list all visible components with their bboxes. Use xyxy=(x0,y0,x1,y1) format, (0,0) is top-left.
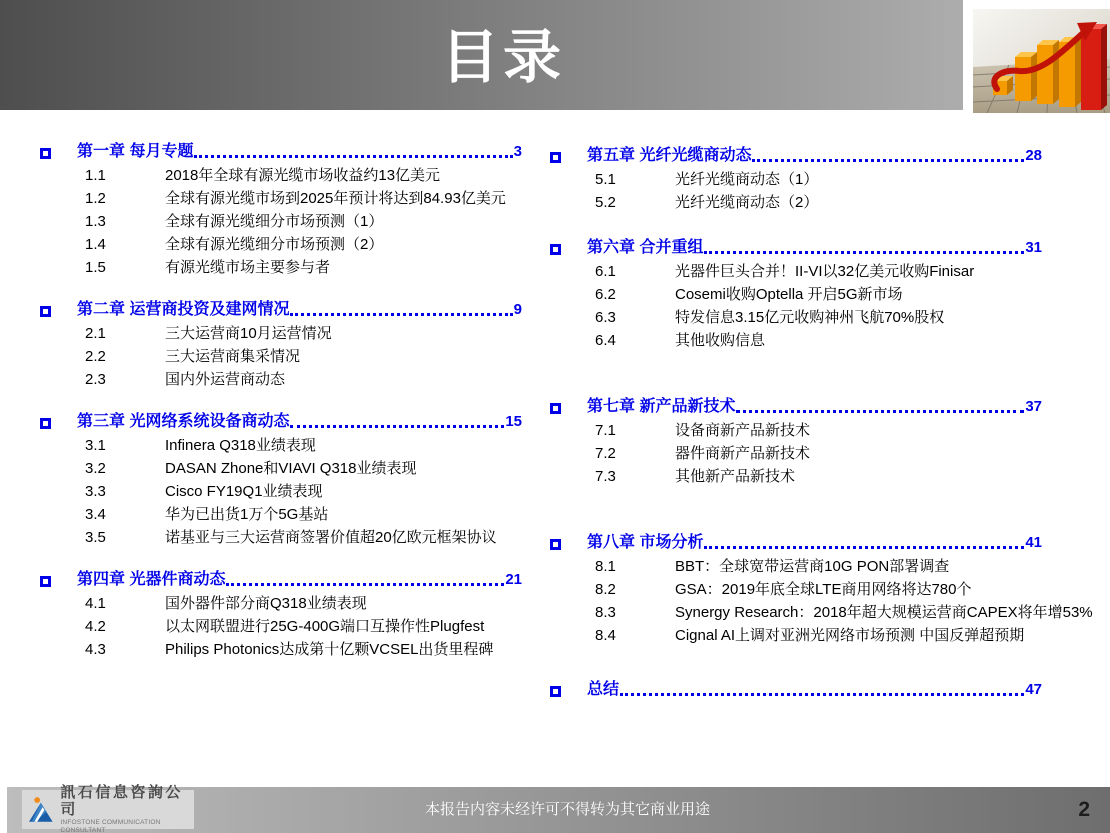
toc-item[interactable] xyxy=(595,329,1042,352)
toc-item[interactable] xyxy=(85,256,522,279)
dotted-leader xyxy=(226,583,504,586)
toc-item-text: Infinera Q318业绩表现 xyxy=(165,437,316,454)
chapter-title: 第八章 市场分析 xyxy=(587,534,704,551)
chapter-heading[interactable] xyxy=(550,531,1042,553)
chapter-heading[interactable] xyxy=(40,140,522,162)
toc-item[interactable] xyxy=(85,615,522,638)
chapter-items xyxy=(40,590,522,661)
toc-item-number: 7.1 xyxy=(595,422,616,439)
toc-item[interactable] xyxy=(85,526,522,549)
toc-item[interactable] xyxy=(595,465,1042,488)
chapter-bullet-icon xyxy=(40,306,51,317)
logo-text xyxy=(60,785,194,833)
toc-item-text: Cisco FY19Q1业绩表现 xyxy=(165,483,323,500)
toc-item-number: 4.1 xyxy=(85,595,106,612)
chapter-heading[interactable] xyxy=(40,568,522,590)
chapter-bullet-icon xyxy=(550,403,561,414)
toc-item-text: 有源光缆市场主要参与者 xyxy=(165,259,331,276)
chapter-items xyxy=(40,162,522,279)
chapter-heading[interactable] xyxy=(550,678,1042,700)
toc-item-number: 1.3 xyxy=(85,213,106,230)
toc-item-text: 全球有源光缆市场到2025年预计将达到84.93亿美元 xyxy=(165,190,506,207)
toc-item-number: 5.1 xyxy=(595,171,616,188)
toc-item-number: 6.2 xyxy=(595,286,616,303)
chapter-title: 总结 xyxy=(587,681,620,698)
toc-item[interactable] xyxy=(595,283,1042,306)
toc-item-number: 3.2 xyxy=(85,460,106,477)
chapter-title: 第一章 每月专题 xyxy=(77,143,194,160)
toc-item-text: 国外器件部分商Q318业绩表现 xyxy=(165,595,367,612)
chapter-block xyxy=(550,531,1093,647)
disclaimer-text: 本报告内容未经许可不得转为其它商业用途 xyxy=(425,801,711,818)
toc-item[interactable] xyxy=(85,434,522,457)
dotted-leader xyxy=(290,313,512,316)
toc-item[interactable] xyxy=(595,624,1042,647)
toc-item-text: 2018年全球有源光缆市场收益约13亿美元 xyxy=(165,167,441,184)
toc-item-number: 1.1 xyxy=(85,167,106,184)
toc-item-number: 4.3 xyxy=(85,641,106,658)
toc-item-text: 三大运营商集采情况 xyxy=(165,348,301,365)
toc-item-number: 5.2 xyxy=(595,194,616,211)
chapter-items xyxy=(550,553,1093,647)
toc-column-right xyxy=(550,144,1093,719)
chapter-heading[interactable] xyxy=(550,144,1042,166)
toc-item-text: DASAN Zhone和VIAVI Q318业绩表现 xyxy=(165,460,417,477)
chapter-bullet-icon xyxy=(40,418,51,429)
chapter-heading[interactable] xyxy=(40,410,522,432)
toc-item-number: 8.3 xyxy=(595,604,616,621)
chapter-page-number: 9 xyxy=(513,301,522,318)
toc-item-number: 6.1 xyxy=(595,263,616,280)
toc-item[interactable] xyxy=(595,419,1042,442)
toc-item[interactable] xyxy=(595,601,1093,624)
chapter-items xyxy=(550,258,1042,352)
toc-item-text: 其他新产品新技术 xyxy=(675,468,796,485)
toc-item-text: 全球有源光缆细分市场预测（1） xyxy=(165,213,384,230)
toc-item-text: Cosemi收购Optella 开启5G新市场 xyxy=(675,286,903,303)
chapter-page-number: 15 xyxy=(505,413,522,430)
toc-item[interactable] xyxy=(595,442,1042,465)
toc-item-number: 8.2 xyxy=(595,581,616,598)
chapter-title: 第二章 运营商投资及建网情况 xyxy=(77,301,290,318)
chapter-title: 第七章 新产品新技术 xyxy=(587,398,736,415)
toc-item[interactable] xyxy=(85,233,522,256)
toc-item-number: 2.2 xyxy=(85,348,106,365)
chapter-items xyxy=(40,320,522,391)
toc-item[interactable] xyxy=(85,480,522,503)
chapter-block xyxy=(40,568,522,661)
toc-item[interactable] xyxy=(595,260,1042,283)
dotted-leader xyxy=(194,155,512,158)
toc-item[interactable] xyxy=(85,164,522,187)
dotted-leader xyxy=(620,693,1024,696)
toc-item-text: 光纤光缆商动态（1） xyxy=(675,171,819,188)
toc-item[interactable] xyxy=(595,191,1042,214)
toc-item-number: 3.4 xyxy=(85,506,106,523)
toc-item[interactable] xyxy=(85,368,522,391)
bar-chart-growth-icon xyxy=(973,9,1110,113)
page-title: 目录 xyxy=(441,25,566,90)
chapter-heading[interactable] xyxy=(550,395,1042,417)
toc-item-number: 8.4 xyxy=(595,627,616,644)
toc-item-number: 1.4 xyxy=(85,236,106,253)
chapter-block xyxy=(550,678,1042,700)
toc-item[interactable] xyxy=(85,592,522,615)
toc-item-number: 7.2 xyxy=(595,445,616,462)
chapter-page-number: 28 xyxy=(1025,147,1042,164)
toc-item-number: 8.1 xyxy=(595,558,616,575)
chapter-title: 第五章 光纤光缆商动态 xyxy=(587,147,752,164)
toc-item[interactable] xyxy=(85,345,522,368)
toc-item[interactable] xyxy=(85,187,522,210)
toc-item[interactable] xyxy=(85,638,522,661)
chapter-page-number: 41 xyxy=(1025,534,1042,551)
chapter-block xyxy=(40,410,522,549)
toc-item-text: 特发信息3.15亿元收购神州飞航70%股权 xyxy=(675,309,945,326)
chapter-bullet-icon xyxy=(550,539,561,550)
toc-item[interactable] xyxy=(85,210,522,233)
logo-name-cn: 訊石信息咨詢公司 xyxy=(60,784,183,818)
toc-item-number: 3.3 xyxy=(85,483,106,500)
toc-item-text: Synergy Research：2018年超大规模运营商CAPEX将年增53% xyxy=(675,604,1093,621)
toc-item[interactable] xyxy=(85,322,522,345)
toc-item[interactable] xyxy=(595,555,1042,578)
toc-item-text: Cignal AI上调对亚洲光网络市场预测 中国反弹超预期 xyxy=(675,627,1025,644)
page-number: 2 xyxy=(1078,798,1090,821)
toc-item-number: 1.2 xyxy=(85,190,106,207)
toc-item-text: 其他收购信息 xyxy=(675,332,766,349)
chapter-bullet-icon xyxy=(550,244,561,255)
chapter-title: 第三章 光网络系统设备商动态 xyxy=(77,413,290,430)
toc-item-number: 2.3 xyxy=(85,371,106,388)
logo-name-en: INFOSTONE COMMUNICATION CONSULTANT xyxy=(60,818,161,833)
chapter-heading[interactable] xyxy=(550,236,1042,258)
dotted-leader xyxy=(704,546,1024,549)
header-banner xyxy=(0,0,1110,110)
chapter-page-number: 21 xyxy=(505,571,522,588)
toc-item-text: 三大运营商10月运营情况 xyxy=(165,325,332,342)
toc-item-text: 器件商新产品新技术 xyxy=(675,445,811,462)
toc-item-text: 光器件巨头合并！II-VI以32亿美元收购Finisar xyxy=(675,263,975,280)
toc-item-number: 7.3 xyxy=(595,468,616,485)
toc-item-text: Philips Photonics达成第十亿颗VCSEL出货里程碑 xyxy=(165,641,494,658)
toc-item-number: 2.1 xyxy=(85,325,106,342)
chapter-block xyxy=(40,298,522,391)
toc-item[interactable] xyxy=(595,578,1042,601)
chapter-page-number: 31 xyxy=(1025,239,1042,256)
toc-item-number: 3.5 xyxy=(85,529,106,546)
toc-item-number: 4.2 xyxy=(85,618,106,635)
chapter-bullet-icon xyxy=(550,152,561,163)
chapter-title: 第六章 合并重组 xyxy=(587,239,704,256)
chapter-block xyxy=(550,144,1042,214)
toc-item[interactable] xyxy=(85,457,522,480)
toc-item[interactable] xyxy=(85,503,522,526)
toc-item-text: 以太网联盟进行25G-400G端口互操作性Plugfest xyxy=(165,618,485,635)
dotted-leader xyxy=(290,425,504,428)
infostone-logo-icon xyxy=(29,795,54,825)
toc-item-number: 1.5 xyxy=(85,259,106,276)
toc-item-number: 3.1 xyxy=(85,437,106,454)
chapter-heading[interactable] xyxy=(40,298,522,320)
chapter-bullet-icon xyxy=(40,576,51,587)
chapter-block xyxy=(40,140,522,279)
toc-item-text: BBT：全球宽带运营商10G PON部署调查 xyxy=(675,558,950,575)
chapter-items xyxy=(40,432,522,549)
chapter-block xyxy=(550,236,1042,352)
chapter-block xyxy=(550,395,1042,488)
chapter-items xyxy=(550,417,1042,488)
toc-item-text: 诺基亚与三大运营商签署价值超20亿欧元框架协议 xyxy=(165,529,497,546)
toc-item-text: 华为已出货1万个5G基站 xyxy=(165,506,329,523)
toc-item-number: 6.4 xyxy=(595,332,616,349)
dotted-leader xyxy=(752,159,1024,162)
toc-item[interactable] xyxy=(595,306,1042,329)
chapter-bullet-icon xyxy=(550,686,561,697)
toc-item-text: 光纤光缆商动态（2） xyxy=(675,194,819,211)
chapter-title: 第四章 光器件商动态 xyxy=(77,571,226,588)
footer-bar xyxy=(7,784,1110,833)
toc-column-left xyxy=(40,140,522,680)
dotted-leader xyxy=(704,251,1024,254)
header-chart-image xyxy=(963,0,1110,116)
toc-item-text: 设备商新产品新技术 xyxy=(675,422,811,439)
chapter-page-number: 3 xyxy=(513,143,522,160)
toc-item-text: 国内外运营商动态 xyxy=(165,371,286,388)
toc-item-text: GSA：2019年底全球LTE商用网络将达780个 xyxy=(675,581,972,598)
toc-item-text: 全球有源光缆细分市场预测（2） xyxy=(165,236,384,253)
chapter-page-number: 47 xyxy=(1025,681,1042,698)
chapter-bullet-icon xyxy=(40,148,51,159)
toc-item[interactable] xyxy=(595,168,1042,191)
toc-item-number: 6.3 xyxy=(595,309,616,326)
dotted-leader xyxy=(736,410,1024,413)
company-logo xyxy=(22,784,194,833)
chapter-page-number: 37 xyxy=(1025,398,1042,415)
chapter-items xyxy=(550,166,1042,214)
